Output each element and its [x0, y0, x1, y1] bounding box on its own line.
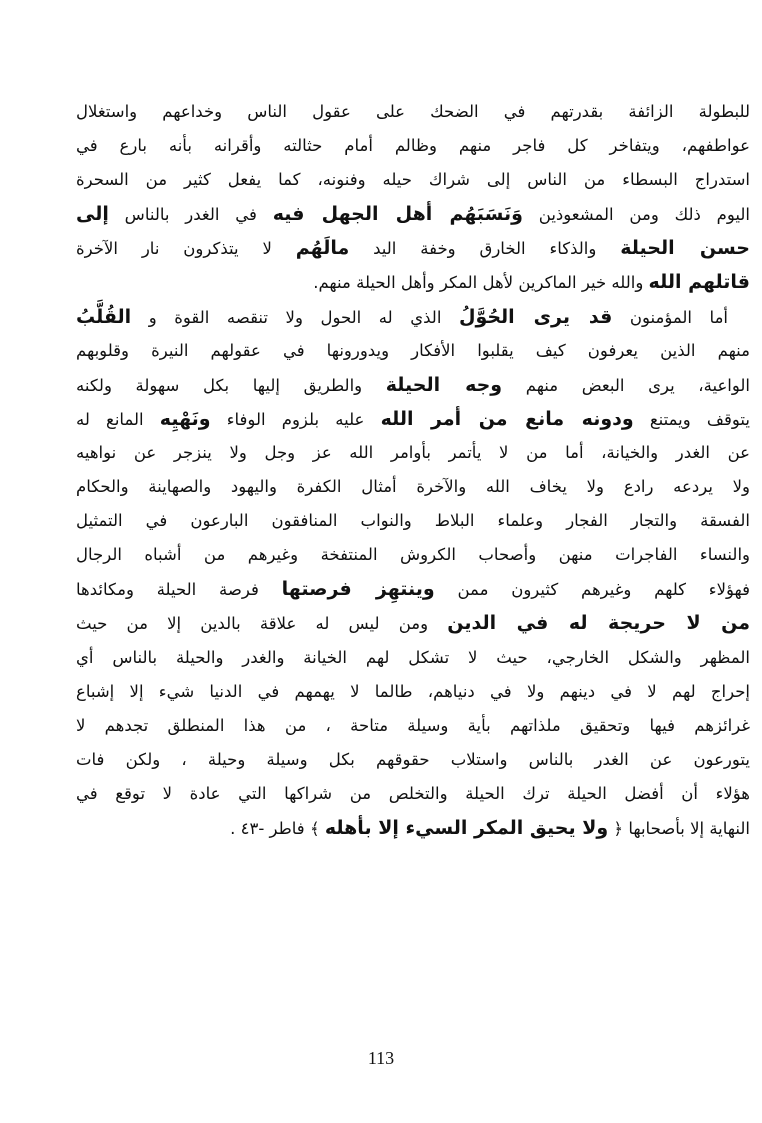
emphasized-phrase: وينتهِز فرصتها	[281, 578, 435, 601]
text-line	[76, 606, 750, 640]
text-segment: ومن ليس له علاقة بالدين إلا من حيث	[76, 614, 448, 634]
text-segment: عواطفهم، ويتفاخر كل فاجر منهم وظالم أمام حثالته وأقرانه بأنه بارع في	[76, 136, 750, 156]
text-segment: الذي له الحول ولا تنقصه القوة و	[131, 307, 459, 327]
text-segment: أما المؤمنون	[612, 307, 728, 327]
text-line	[76, 197, 750, 231]
text-line	[76, 572, 750, 606]
emphasized-phrase: مالَهُم	[295, 237, 350, 260]
text-segment: منهم الذين يعرفون كيف يقلبوا الأفكار ويدورونها في عقولهم النيرة وقلوبهم	[76, 340, 750, 360]
text-segment: الواعية، يرى البعض منهم	[502, 375, 751, 395]
text-segment: هؤلاء أن أفضل الحيلة ترك الحيلة والتخلص من شراكها التي عادة لا توقع في	[76, 783, 750, 803]
text-line	[76, 231, 750, 265]
text-segment: والذكاء الخارق وخفة اليد	[349, 239, 621, 259]
text-segment: في الغدر بالناس	[108, 205, 273, 225]
text-segment: إحراج لهم لا في دينهم ولا في دنياهم، طالما لا يهمهم في الدنيا شيء إلا إشباع	[76, 681, 750, 701]
text-line	[76, 504, 750, 538]
body-text	[76, 95, 750, 845]
text-segment: النهاية إلا بأصحابها ﴿	[608, 818, 750, 838]
text-segment: يتورعون عن الغدر بالناس واستلاب حقوقهم بكل وسيلة وحيلة ، ولكن فات	[76, 749, 750, 769]
emphasized-phrase: قد يرى الحُوَّلُ	[458, 305, 613, 328]
text-line	[76, 470, 750, 504]
emphasized-phrase: القُلَّبُ	[76, 305, 132, 328]
text-line	[76, 300, 750, 334]
text-segment: والنساء الفاجرات منهن وأصحاب الكروش المنتفخة وغيرهم من أشباه الرجال	[76, 545, 750, 565]
text-segment: عن الغدر والخيانة، أما من لا يأتمر بأوامر الله عز وجل ولا ينزجر عن نواهيه	[76, 442, 750, 462]
text-segment: عليه بلزوم الوفاء	[210, 409, 381, 429]
text-line	[76, 675, 750, 709]
text-segment: فرصة الحيلة ومكائدها	[76, 580, 282, 600]
text-segment: والله خير الماكرين لأهل المكر وأهل الحيلة منهم.	[313, 273, 649, 293]
text-segment: للبطولة الزائفة بقدرتهم في الضحك على عقول الناس وخداعهم واستغلال	[76, 102, 750, 121]
emphasized-phrase: ودونه مانع من أمر الله	[380, 407, 634, 430]
text-line	[76, 129, 750, 163]
emphasized-phrase: ولا يحيق المكر السيء إلا بأهله	[324, 816, 609, 839]
text-line	[76, 368, 750, 402]
text-line	[76, 265, 750, 299]
text-segment: المانع له	[76, 409, 160, 429]
text-line	[76, 436, 750, 470]
text-segment: والطريق إليها بكل سهولة ولكنه	[76, 375, 386, 395]
text-line	[76, 402, 750, 436]
emphasized-phrase: من لا حريجة له في الدين	[447, 612, 750, 635]
text-segment: استدراج البسطاء من الناس إلى شراك حيله وفنونه، كما يفعل كثير من السحرة	[76, 170, 750, 190]
text-line	[76, 709, 750, 743]
text-segment: الفسقة والتجار الفجار وعلماء البلاط والنواب المنافقون البارعون في التمثيل	[76, 511, 750, 531]
emphasized-phrase: إلى	[76, 203, 109, 226]
emphasized-phrase: وَنَسَبَهُم أهل الجهل فيه	[272, 203, 523, 226]
text-segment: يتوقف ويمتنع	[633, 409, 750, 429]
text-line	[76, 163, 750, 197]
text-segment: المظهر والشكل الخارجي، حيث لا تشكل لهم الخيانة والغدر والحيلة بالناس أي	[76, 647, 750, 667]
text-segment: فهؤلاء كلهم وغيرهم كثيرون ممن	[434, 580, 750, 600]
text-line	[76, 777, 750, 811]
text-line	[76, 811, 750, 845]
emphasized-phrase: وجه الحيلة	[385, 373, 503, 396]
text-line	[76, 538, 750, 572]
text-line	[76, 334, 750, 368]
text-segment: غرائزهم فيها وتحقيق ملذاتهم بأية وسيلة متاحة ، من هذا المنطلق تجدهم لا	[76, 715, 750, 735]
emphasized-phrase: حسن الحيلة	[620, 237, 750, 260]
text-segment: اليوم ذلك ومن المشعوذين	[522, 205, 751, 225]
text-segment: ولا يردعه رادع ولا يخاف الله والآخرة أمثال الكفرة واليهود والصهاينة والحكام	[76, 477, 750, 497]
page-number: 113	[367, 1048, 395, 1068]
text-line	[76, 743, 750, 777]
text-segment: ﴾ فاطر -٤٣ .	[230, 818, 325, 838]
text-segment: لا يتذكرون نار الآخرة	[76, 239, 296, 259]
text-line	[76, 95, 750, 129]
text-line	[76, 641, 750, 675]
emphasized-phrase: ونَهْيِه	[159, 407, 211, 430]
emphasized-phrase: قاتلهم الله	[648, 271, 750, 294]
